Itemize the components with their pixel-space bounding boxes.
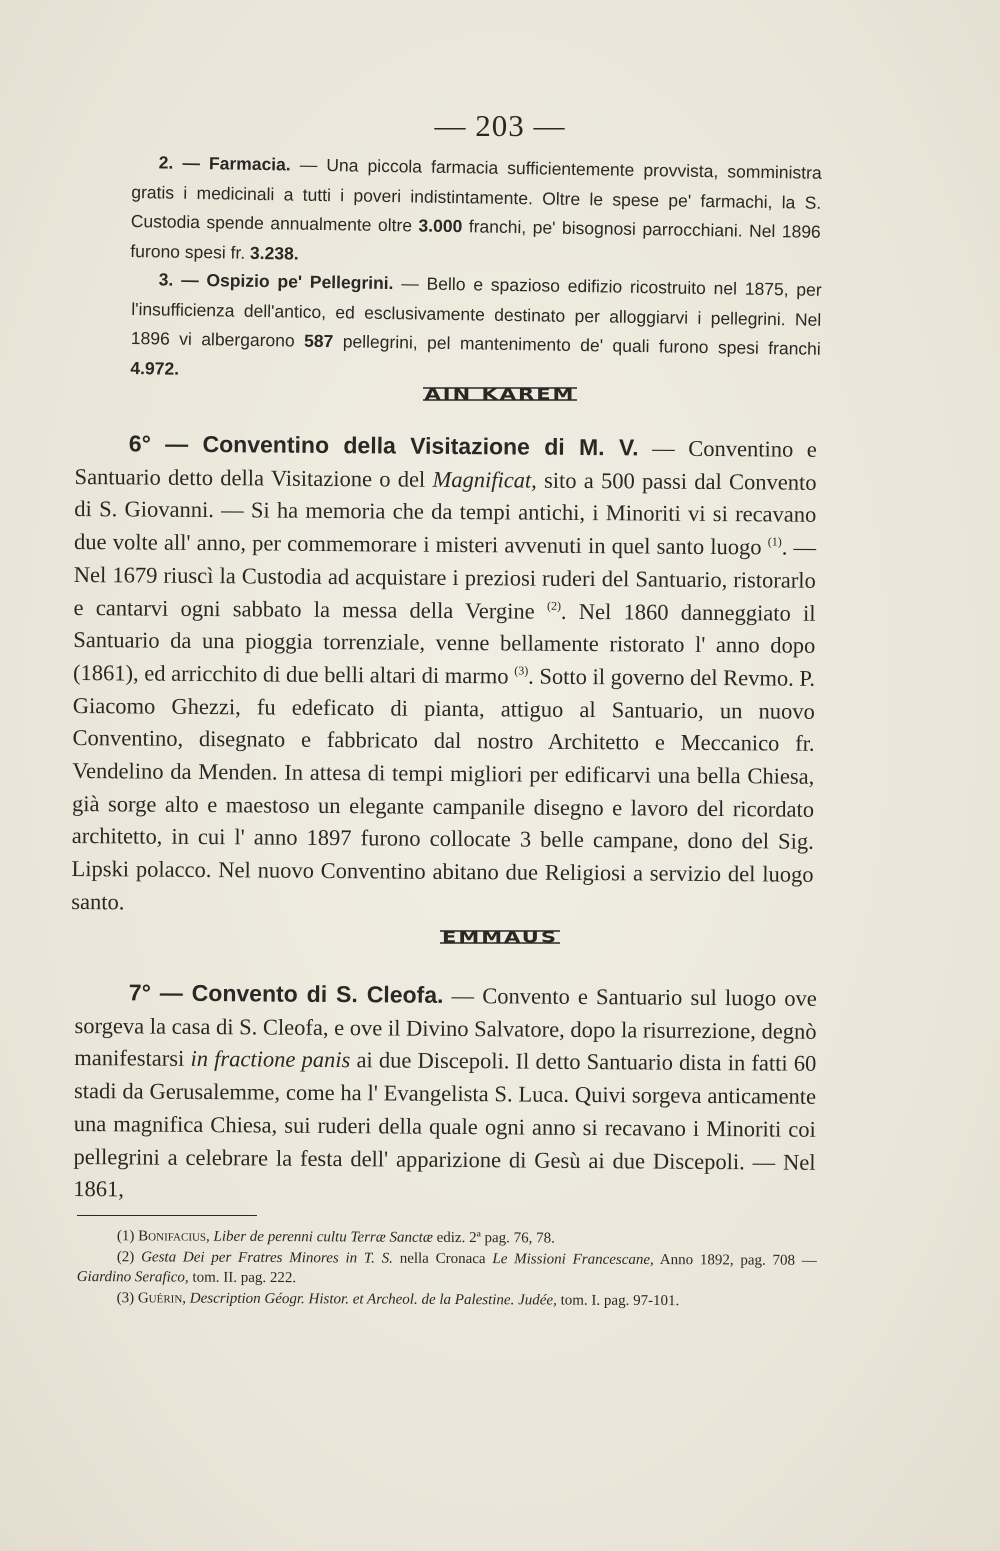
footnote-ref-3: (3) bbox=[514, 663, 529, 678]
page-number: — 203 — bbox=[434, 108, 566, 143]
footnote-3-author: Guérin, bbox=[137, 1289, 187, 1307]
footnote-1-title: Liber de perenni cultu Terræ Sanctæ bbox=[213, 1228, 433, 1246]
footnote-3-rest: tom. I. pag. 97-101. bbox=[556, 1292, 680, 1309]
footnote-1-rest: ediz. 2ª pag. 76, 78. bbox=[432, 1229, 555, 1247]
paragraph-cleofa bbox=[73, 976, 817, 1212]
heading-ain-karem-text: AIN KAREM bbox=[424, 385, 576, 403]
conventino-text-2: sito a 500 passi dal Convento di S. Giovanni. — Si ha memoria che da tempi antichi, i Minoriti vi si recavano due volte all' anno, per commemorare i misteri avvenuti in quel santo luogo bbox=[74, 467, 817, 560]
footnote-1-author: Bonifacius, bbox=[138, 1228, 210, 1245]
ospizio-pilgrim-count: 587 bbox=[303, 330, 334, 352]
cleofa-title: 7° — Convento di S. Cleofa. bbox=[128, 979, 444, 1008]
paragraph-conventino bbox=[71, 427, 817, 924]
footnote-3-title: Description Géogr. Histor. et Archeol. de la Palestine. Judée, bbox=[189, 1290, 557, 1309]
conventino-text-3: . — Nel 1679 riuscì la Custodia ad acquistare i preziosi ruderi del Santuario, ristorarlo e cantarvi ogni sabbato la messa della Vergine bbox=[73, 534, 817, 624]
footnote-1-mark: (1) bbox=[116, 1228, 135, 1245]
footnote-3-mark: (3) bbox=[116, 1289, 135, 1306]
conventino-text-5: . Sotto il governo del Revmo. P. Giacomo Ghezzi, fu edeficato di pianta, attiguo al Santuario, un nuovo Conventino, disegnato e fabbricato dal nostro Architetto e Meccanico fr. Vendelino da Menden. In attesa di tempi migliori per edificarvi una bella Chiesa, già sorge alto e maestoso un elegante campanile disegno e lavoro del ricordato architetto, in cui l' anno 1897 furono collocate 3 belle campane, dono del Sig. Lipski polacco. Nel nuovo Conventino abitano due Religiosi a servizio del luogo santo. bbox=[71, 663, 816, 915]
fractione-panis-italic: in fractione panis bbox=[190, 1046, 351, 1073]
ospizio-heading: 3. — Ospizio pe' Pellegrini. bbox=[158, 269, 394, 294]
cleofa-text-2: ai due Discepoli. Il detto Santuario dista in fatti 60 stadi da Gerusalemme, come ha l' Evangelista S. Luca. Quivi sorgeva anticamente una magnifica Chiesa, sui ruderi della quale ogni anno si recavano i Minoriti coi pellegrini a celebrare la festa dell' apparizione di Gesù ai due Discepoli. — Nel 1861, bbox=[73, 1047, 817, 1202]
heading-ain-karem bbox=[0, 382, 1000, 406]
paragraph-farmacia bbox=[130, 148, 822, 277]
ospizio-amount: 4.972. bbox=[130, 357, 180, 379]
conventino-title: 6° — Conventino della Visitazione di M. V. bbox=[128, 430, 639, 461]
footnote-ref-1: (1) bbox=[767, 534, 782, 549]
magnificat-italic: Magnificat, bbox=[432, 466, 537, 493]
farmacia-text: — Una piccola farmacia sufficientemente provvista, somministra gratis i medicinali a tutti i poveri indistintamente. Oltre le spese pe' farmachi, la S. Custodia spende annualmente oltre bbox=[130, 154, 822, 236]
conventino-text-4: . Nel 1860 danneggiato il Santuario da una pioggia torrenziale, venne bellamente ristorato l' anno dopo (1861), ed arricchito di due belli altari di marmo bbox=[72, 598, 816, 689]
footnote-2-rest: Anno 1892, pag. 708 — bbox=[653, 1251, 817, 1269]
farmacia-text-2: franchi, pe' bisognosi parrocchiani. Nel 1896 furono spesi fr. bbox=[130, 216, 821, 263]
paragraph-ospizio bbox=[130, 265, 822, 394]
footnote-rule bbox=[77, 1215, 257, 1216]
farmacia-amount-1896: 3.238. bbox=[249, 242, 299, 264]
cleofa-text-1: — Convento e Santuario sul luogo ove sorgeva la casa di S. Cleofa, e ove il Divino Salvatore, dopo la risurrezione, degnò manifestarsi bbox=[74, 982, 817, 1072]
farmacia-amount-annual: 3.000 bbox=[418, 215, 463, 237]
conventino-text-1: — Conventino e Santuario detto della Visitazione o del bbox=[74, 435, 817, 492]
heading-emmaus bbox=[0, 925, 1000, 949]
ospizio-text: — Bello e spazioso edifizio ricostruito nel 1875, per l'insufficienza dell'antico, ed esclusivamente destinato per alloggiarvi i pellegrini. Nel 1896 vi albergarono bbox=[130, 273, 822, 351]
footnote-ref-2: (2) bbox=[546, 598, 562, 613]
footnote-2-mark: (2) bbox=[116, 1248, 135, 1265]
footnote-2-journal: Le Missioni Francescane, bbox=[492, 1250, 654, 1268]
footnote-2-title: Gesta Dei per Fratres Minores in T. S. bbox=[141, 1248, 393, 1267]
footnote-2-end: tom. II. pag. 222. bbox=[188, 1269, 297, 1287]
footnote-2-mid: nella Cronaca bbox=[392, 1250, 493, 1267]
ospizio-text-2: pellegrini, pel mantenimento de' quali furono spesi franchi bbox=[333, 331, 821, 359]
footnote-2-title-2: Giardino Serafico, bbox=[76, 1268, 189, 1286]
footnotes bbox=[77, 1226, 817, 1312]
heading-emmaus-text: EMMAUS bbox=[442, 928, 558, 946]
footnote-2 bbox=[77, 1246, 817, 1291]
footnote-3 bbox=[77, 1287, 817, 1311]
farmacia-heading: 2. — Farmacia. bbox=[158, 152, 291, 175]
